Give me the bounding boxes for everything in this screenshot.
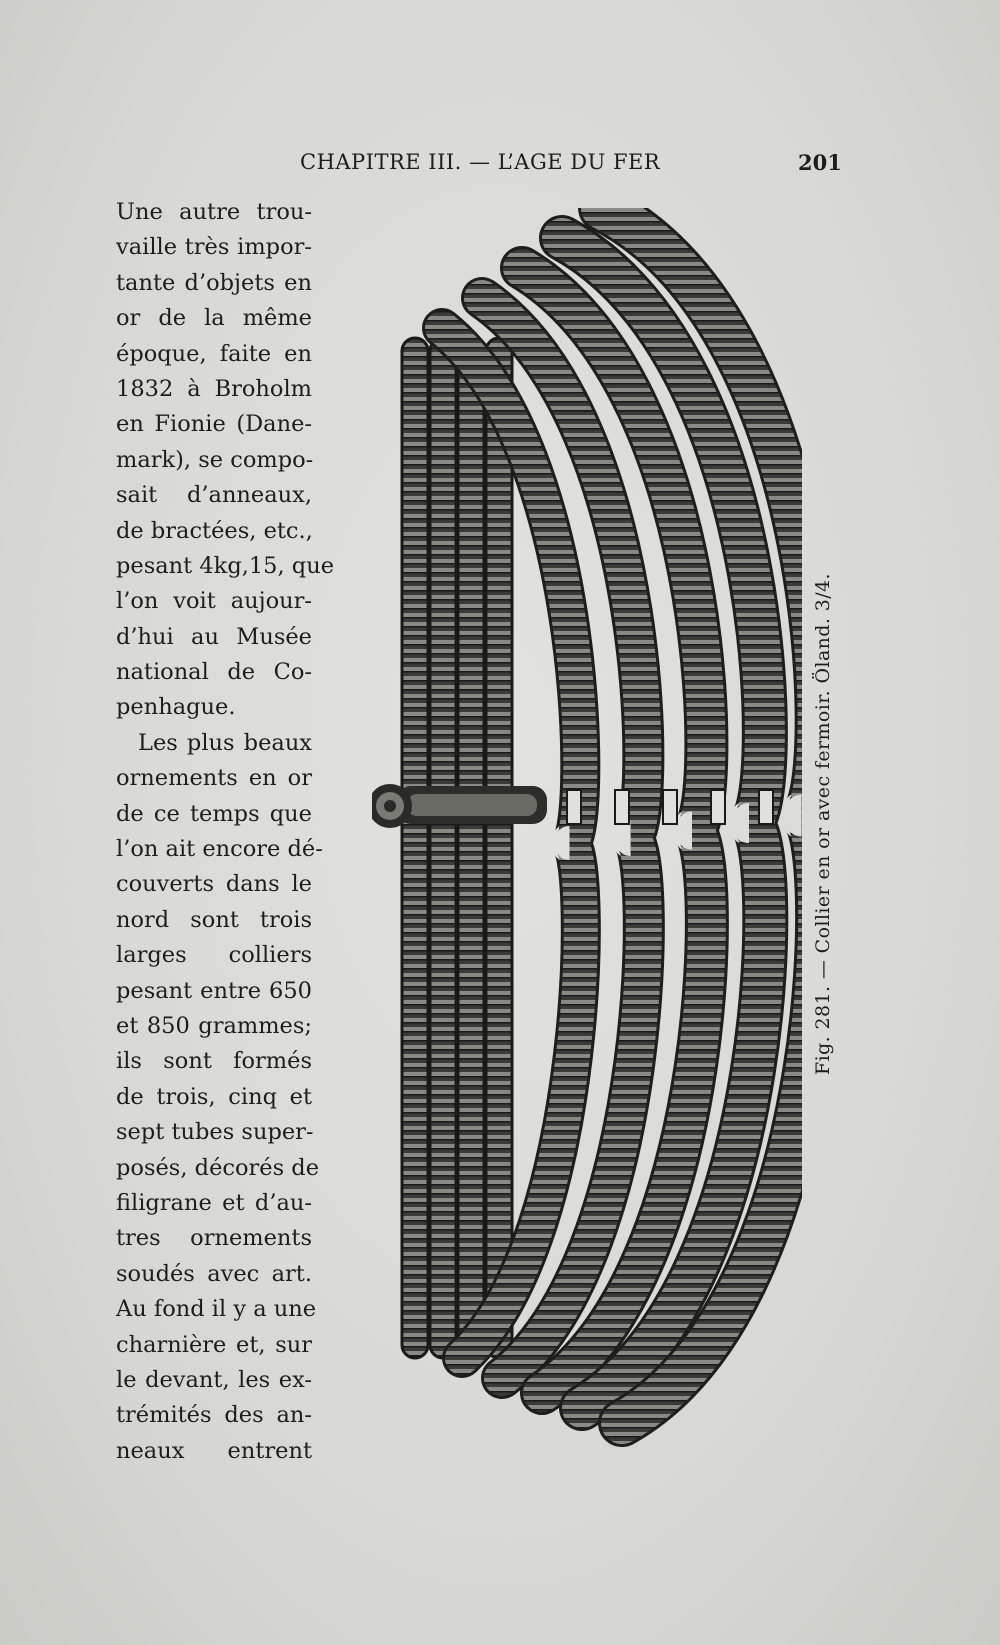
text-line: couverts dans le: [116, 871, 312, 898]
text-line: sept tubes super-: [116, 1119, 314, 1146]
text-line: l’on ait encore dé-: [116, 836, 323, 863]
text-line: Les plus beaux: [138, 729, 312, 756]
collar-opening-gap: [663, 790, 677, 824]
collar-opening-gap: [759, 790, 773, 824]
text-line: en Fionie (Dane-: [116, 411, 312, 438]
collar-opening-gap: [615, 790, 629, 824]
text-line: 1832 à Broholm: [116, 375, 312, 402]
text-line: nord sont trois: [116, 906, 312, 933]
text-line: vaille très impor-: [116, 234, 312, 261]
text-line: trémités des an-: [116, 1402, 312, 1429]
text-line: de ce temps que: [116, 800, 312, 827]
text-line: neaux entrent: [116, 1437, 312, 1464]
collar-back-strand: [402, 338, 428, 1358]
text-line: le devant, les ex-: [116, 1366, 312, 1393]
collar-opening-gap: [567, 790, 581, 824]
text-line: mark), se compo-: [116, 446, 314, 473]
collar-back-strand: [430, 338, 456, 1358]
text-line: de bractées, etc.,: [116, 517, 313, 544]
text-line: et 850 grammes;: [116, 1012, 312, 1039]
text-line: l’on voit aujour-: [116, 588, 312, 615]
text-line: ornements en or: [116, 765, 312, 792]
page-number: 201: [798, 150, 842, 175]
text-line: ils sont formés: [116, 1048, 312, 1075]
text-line: sait d’anneaux,: [116, 482, 312, 509]
text-line: de trois, cinq et: [116, 1083, 312, 1110]
text-line: posés, décorés de: [116, 1154, 320, 1181]
text-line: national de Co-: [116, 659, 312, 686]
text-line: pesant 4kg,15, que: [116, 552, 335, 579]
text-line: larges colliers: [116, 942, 312, 969]
text-line: penhague.: [116, 694, 236, 721]
running-head: [0, 150, 1000, 180]
clasp: [372, 784, 547, 828]
collar-opening-gap: [711, 790, 725, 824]
text-line: Au fond il y a une: [116, 1296, 317, 1323]
gold-collar-engraving: [372, 208, 802, 1468]
text-line: soudés avec art.: [116, 1260, 312, 1287]
text-line: pesant entre 650: [116, 977, 312, 1004]
text-line: tres ornements: [116, 1225, 312, 1252]
figure-caption: Fig. 281. — Collier en or avec fermoir. Öland. 3/4.: [812, 573, 834, 1075]
text-line: charnière et, sur: [116, 1331, 312, 1358]
chapter-title: CHAPITRE III. — L’AGE DU FER: [300, 150, 661, 174]
text-line: d’hui au Musée: [116, 623, 312, 650]
text-line: tante d’objets en: [116, 269, 312, 296]
collar-back-strand: [486, 338, 512, 1358]
text-line: filigrane et d’au-: [116, 1189, 312, 1216]
text-line: Une autre trou-: [116, 199, 312, 225]
collar-back-strand: [458, 338, 484, 1358]
text-line: or de la même: [116, 305, 312, 332]
text-line: époque, faite en: [116, 340, 312, 367]
body-text-column: [116, 195, 335, 1469]
